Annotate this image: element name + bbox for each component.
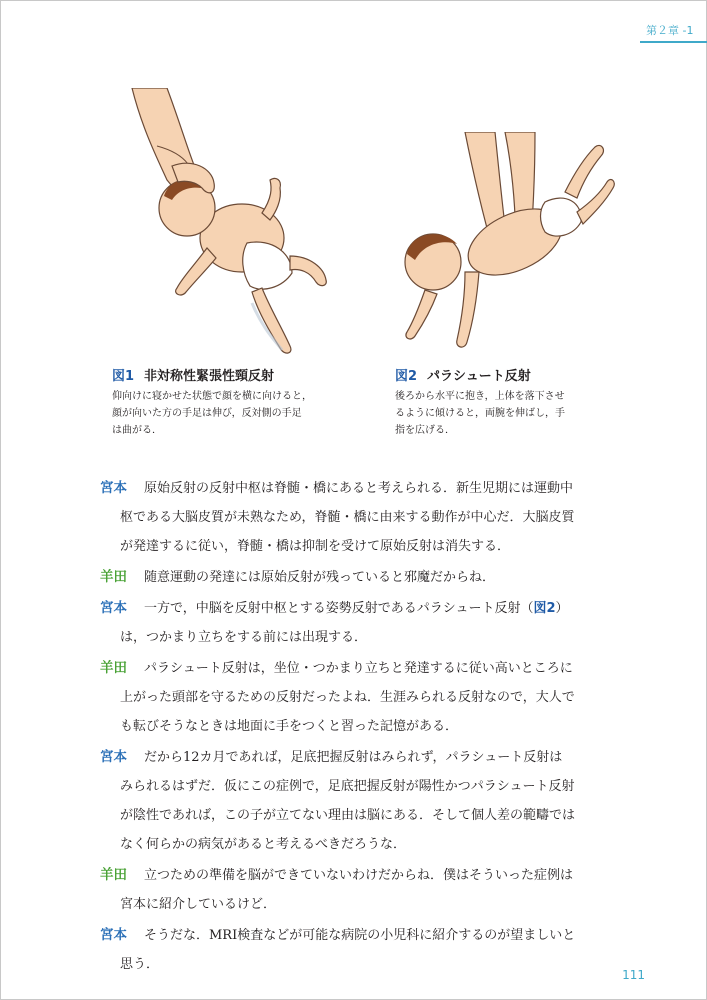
figure-1-title-row (112, 365, 352, 384)
figure-2-desc-line: るように傾けると，両腕を伸ばし，手 (395, 408, 565, 419)
dialogue-line (100, 861, 640, 890)
dialogue-line (100, 921, 640, 950)
dialogue-line (100, 563, 640, 592)
dialogue-text: 立つための準備を脳ができていないわけだからね．僕はそういった症例は (144, 868, 574, 883)
figure-1-description (112, 388, 352, 439)
figure-2-illustration (395, 132, 615, 357)
figure-2-title: パラシュート反射 (427, 369, 531, 384)
figure-1-desc-line: は曲がる． (112, 425, 162, 436)
reference-close: ） (555, 601, 569, 616)
speaker-label: 宮本 (100, 480, 127, 496)
dialogue-line: も転びそうなときは地面に手をつくと習った記憶がある． (120, 719, 459, 734)
dialogue-text: だから12カ月であれば，足底把握反射はみられず，パラシュート反射は (144, 750, 563, 765)
page-number: 111 (622, 968, 645, 982)
figure-1-illustration (112, 88, 362, 358)
figure-1-caption (112, 365, 352, 439)
dialogue-line: が陰性であれば，この子が立てない理由は脳にある．そして個人差の範疇では (120, 808, 576, 823)
dialogue-line: は，つかまり立ちをする前には出現する． (120, 630, 368, 645)
dialogue-line (100, 654, 640, 683)
dialogue-line: が発達するに従い，脊髄・橋は抑制を受けて原始反射は消失する． (120, 539, 511, 554)
dialogue-turn (100, 743, 640, 859)
figure-2-title-row (395, 365, 615, 384)
speaker-label: 宮本 (100, 927, 127, 943)
dialogue-line: 上がった頭部を守るための反射だったよね．生涯みられる反射なので，大人で (120, 690, 575, 705)
figure-2-caption (395, 365, 615, 439)
dialogue-turn (100, 594, 640, 652)
figure-1-desc-line: 仰向けに寝かせた状態で顔を横に向けると， (112, 391, 312, 402)
dialogue-text: パラシュート反射は，坐位・つかまり立ちと発達するに従い高いところに (144, 661, 573, 676)
dialogue-line: 宮本に紹介しているけど． (120, 897, 277, 912)
speaker-label: 羊田 (100, 867, 127, 883)
dialogue-line: みられるはずだ．仮にこの症例で，足底把握反射が陽性かつパラシュート反射 (120, 779, 575, 794)
dialogue-text: 一方で，中脳を反射中枢とする姿勢反射であるパラシュート反射（ (144, 601, 534, 616)
dialogue-line: 思う． (120, 957, 160, 972)
speaker-label: 宮本 (100, 749, 127, 765)
dialogue-text: 随意運動の発達には原始反射が残っていると邪魔だからね． (144, 570, 496, 585)
dialogue-line: 枢である大脳皮質が未熟なため，脊髄・橋に由来する動作が中心だ．大脳皮質 (120, 510, 575, 525)
speaker-label: 宮本 (100, 600, 127, 616)
dialogue-line (100, 743, 640, 772)
dialogue (100, 474, 640, 979)
dialogue-turn (100, 921, 640, 979)
speaker-label: 羊田 (100, 660, 127, 676)
dialogue-line (100, 594, 640, 623)
dialogue-line: なく何らかの病気があると考えるべきだろうな． (120, 837, 407, 852)
dialogue-text: そうだな．MRI検査などが可能な病院の小児科に紹介するのが望ましいと (144, 928, 576, 943)
dialogue-line (100, 474, 640, 503)
chapter-tab: 第２章 -1 (640, 22, 707, 43)
figure-1-desc-line: 顔が向いた方の手足は伸び，反対側の手足 (112, 408, 302, 419)
dialogue-turn (100, 474, 640, 561)
figure-2-reference[interactable]: 図2 (533, 601, 556, 616)
dialogue-text: 原始反射の反射中枢は脊髄・橋にあると考えられる．新生児期には運動中 (144, 481, 574, 496)
figure-2-description (395, 388, 615, 439)
figure-2-number: 図2 (395, 369, 418, 384)
dialogue-turn (100, 654, 640, 741)
speaker-label: 羊田 (100, 569, 127, 585)
figure-1-number: 図1 (112, 369, 135, 384)
figure-2-desc-line: 後ろから水平に抱き，上体を落下させ (395, 391, 565, 402)
figure-1-title: 非対称性緊張性頸反射 (144, 369, 275, 384)
figure-2-desc-line: 指を広げる． (395, 425, 455, 436)
dialogue-turn (100, 861, 640, 919)
dialogue-turn (100, 563, 640, 592)
